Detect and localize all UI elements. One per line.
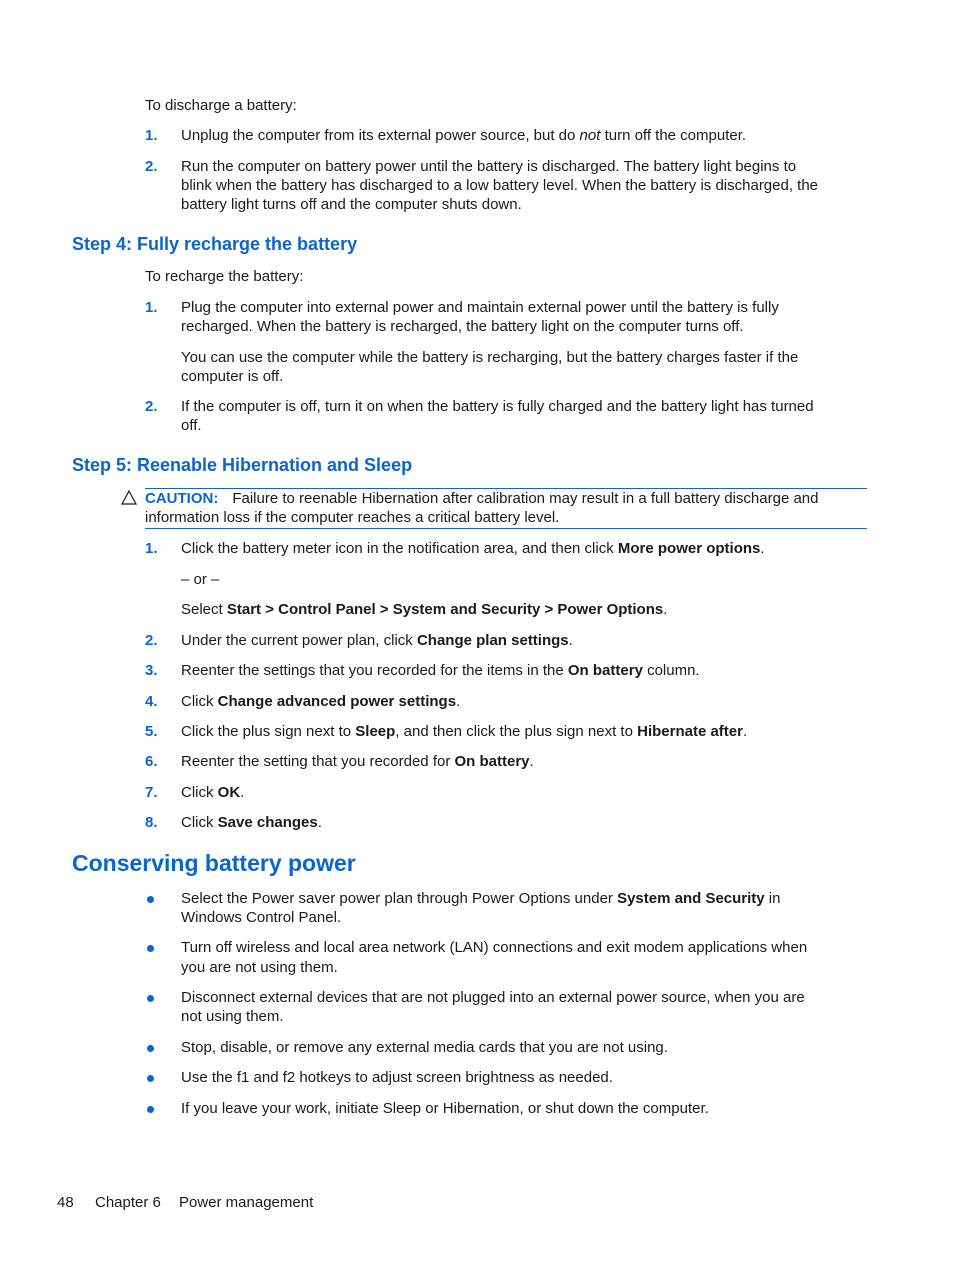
list-item (181, 722, 747, 741)
bullet-icon (147, 1045, 154, 1052)
step-number: 6. (145, 753, 158, 770)
list-item (181, 661, 700, 680)
bullet-text: If you leave your work, initiate Sleep or Hibernation, or shut down the computer. (181, 1100, 709, 1117)
step-number: 2. (145, 398, 158, 415)
step-number: 1. (145, 299, 158, 316)
step-text: . (317, 814, 322, 831)
ui-term: System and Security (617, 890, 765, 907)
step-text: Plug the computer into external power and maintain external power until the battery is fully (181, 299, 779, 316)
step-number: 4. (145, 693, 158, 710)
list-item (181, 126, 746, 145)
list-item (181, 692, 460, 711)
step-text: Under the current power plan, click (181, 632, 417, 649)
step-number: 7. (145, 784, 158, 801)
step-number: 3. (145, 662, 158, 679)
section-heading: Step 5: Reenable Hibernation and Sleep (72, 455, 413, 475)
step-text: Click (181, 693, 218, 710)
list-item (181, 889, 780, 908)
step-text: Unplug the computer from its external power source, but do (181, 127, 580, 144)
bullet-icon (147, 1075, 154, 1082)
list-item (181, 752, 534, 771)
bullet-icon (147, 896, 154, 903)
page-section-title: Conserving battery power (72, 850, 356, 876)
ui-term: On battery (567, 662, 643, 679)
bullet-icon (147, 1106, 154, 1113)
list-item (181, 813, 322, 832)
bullet-text: not using them. (181, 1008, 284, 1025)
bullet-text: Stop, disable, or remove any external media cards that you are not using. (181, 1039, 668, 1056)
caution-bottom-rule (145, 528, 867, 529)
step-text: . (742, 723, 748, 740)
bullet-icon (147, 945, 154, 952)
step-text: Click (181, 784, 218, 801)
step-number: 8. (145, 814, 158, 831)
step-text: . (760, 540, 765, 557)
bullet-icon (147, 995, 154, 1002)
bullet-text: Disconnect external devices that are not plugged into an external power source, when you are (181, 989, 805, 1006)
step-number: 1. (145, 127, 158, 144)
ui-term: Hibernate after (637, 723, 743, 740)
footer-chapter: Chapter 6 (95, 1194, 161, 1211)
caution-line (145, 489, 818, 508)
list-item (181, 539, 765, 558)
bullet-text: in (764, 890, 781, 907)
ui-term: OK (217, 784, 241, 801)
step-text: , and then click the plus sign next to (395, 723, 638, 740)
step-text: off. (181, 417, 202, 434)
ui-term: Sleep (355, 723, 396, 740)
list-item (181, 600, 667, 619)
bullet-text: Turn off wireless and local area network (LAN) connections and exit modem applications when (181, 939, 808, 956)
list-item (181, 631, 573, 650)
bullet-text: Use the f1 and f2 hotkeys to adjust screen brightness as needed. (181, 1069, 613, 1086)
step-text: Reenter the setting that you recorded for (181, 753, 455, 770)
list-item (181, 783, 244, 802)
discharge-intro: To discharge a battery: (145, 97, 297, 114)
step-note: You can use the computer while the battery is recharging, but the battery charges faster if the (181, 349, 799, 366)
warning-triangle-icon (121, 490, 137, 505)
ui-term: On battery (454, 753, 530, 770)
bullet-text: Windows Control Panel. (181, 909, 342, 926)
bullet-text: Select the Power saver power plan through Power Options under (181, 890, 618, 907)
step-text: Run the computer on battery power until the battery is discharged. The battery light begins to (181, 158, 797, 175)
step-text: battery light turns off and the computer shuts down. (181, 196, 522, 213)
ui-term: Save changes (217, 814, 318, 831)
or-separator: – or – (181, 571, 220, 588)
step-text: Click the battery meter icon in the notification area, and then click (181, 540, 618, 557)
page-number: 48 (57, 1194, 74, 1211)
step-text: turn off the computer. (600, 127, 747, 144)
section-heading: Step 4: Fully recharge the battery (72, 234, 358, 254)
step-text: recharged. When the battery is recharged, the battery light on the computer turns off. (181, 318, 744, 335)
caution-text: Failure to reenable Hibernation after calibration may result in a full battery discharge and (232, 490, 819, 507)
step-text: . (456, 693, 461, 710)
step-text: blink when the battery has discharged to a low battery level. When the battery is discharged, the (181, 177, 819, 194)
step-text: Reenter the settings that you recorded for the items in the (181, 662, 568, 679)
step-number: 2. (145, 632, 158, 649)
ui-path: Start > Control Panel > System and Security > Power Options (226, 601, 664, 618)
step-number: 2. (145, 158, 158, 175)
emphasis-text: not (579, 127, 601, 144)
step-text: Click the plus sign next to (181, 723, 356, 740)
step-text: . (240, 784, 245, 801)
caution-text: information loss if the computer reaches a critical battery level. (145, 509, 560, 526)
step-number: 1. (145, 540, 158, 557)
caution-label: CAUTION: (145, 490, 219, 507)
step-text: . (568, 632, 573, 649)
step-text: Click (181, 814, 218, 831)
step-text: . (663, 601, 668, 618)
bullet-text: you are not using them. (181, 959, 338, 976)
section-intro: To recharge the battery: (145, 268, 304, 285)
ui-term: Change advanced power settings (217, 693, 457, 710)
step-text: If the computer is off, turn it on when the battery is fully charged and the battery light has turned (181, 398, 814, 415)
step-text: column. (642, 662, 700, 679)
step-text: . (529, 753, 534, 770)
step-text: Select (181, 601, 227, 618)
step-note: computer is off. (181, 368, 284, 385)
ui-term: More power options (617, 540, 761, 557)
footer-chapter-title: Power management (179, 1194, 314, 1211)
ui-term: Change plan settings (416, 632, 569, 649)
step-number: 5. (145, 723, 158, 740)
